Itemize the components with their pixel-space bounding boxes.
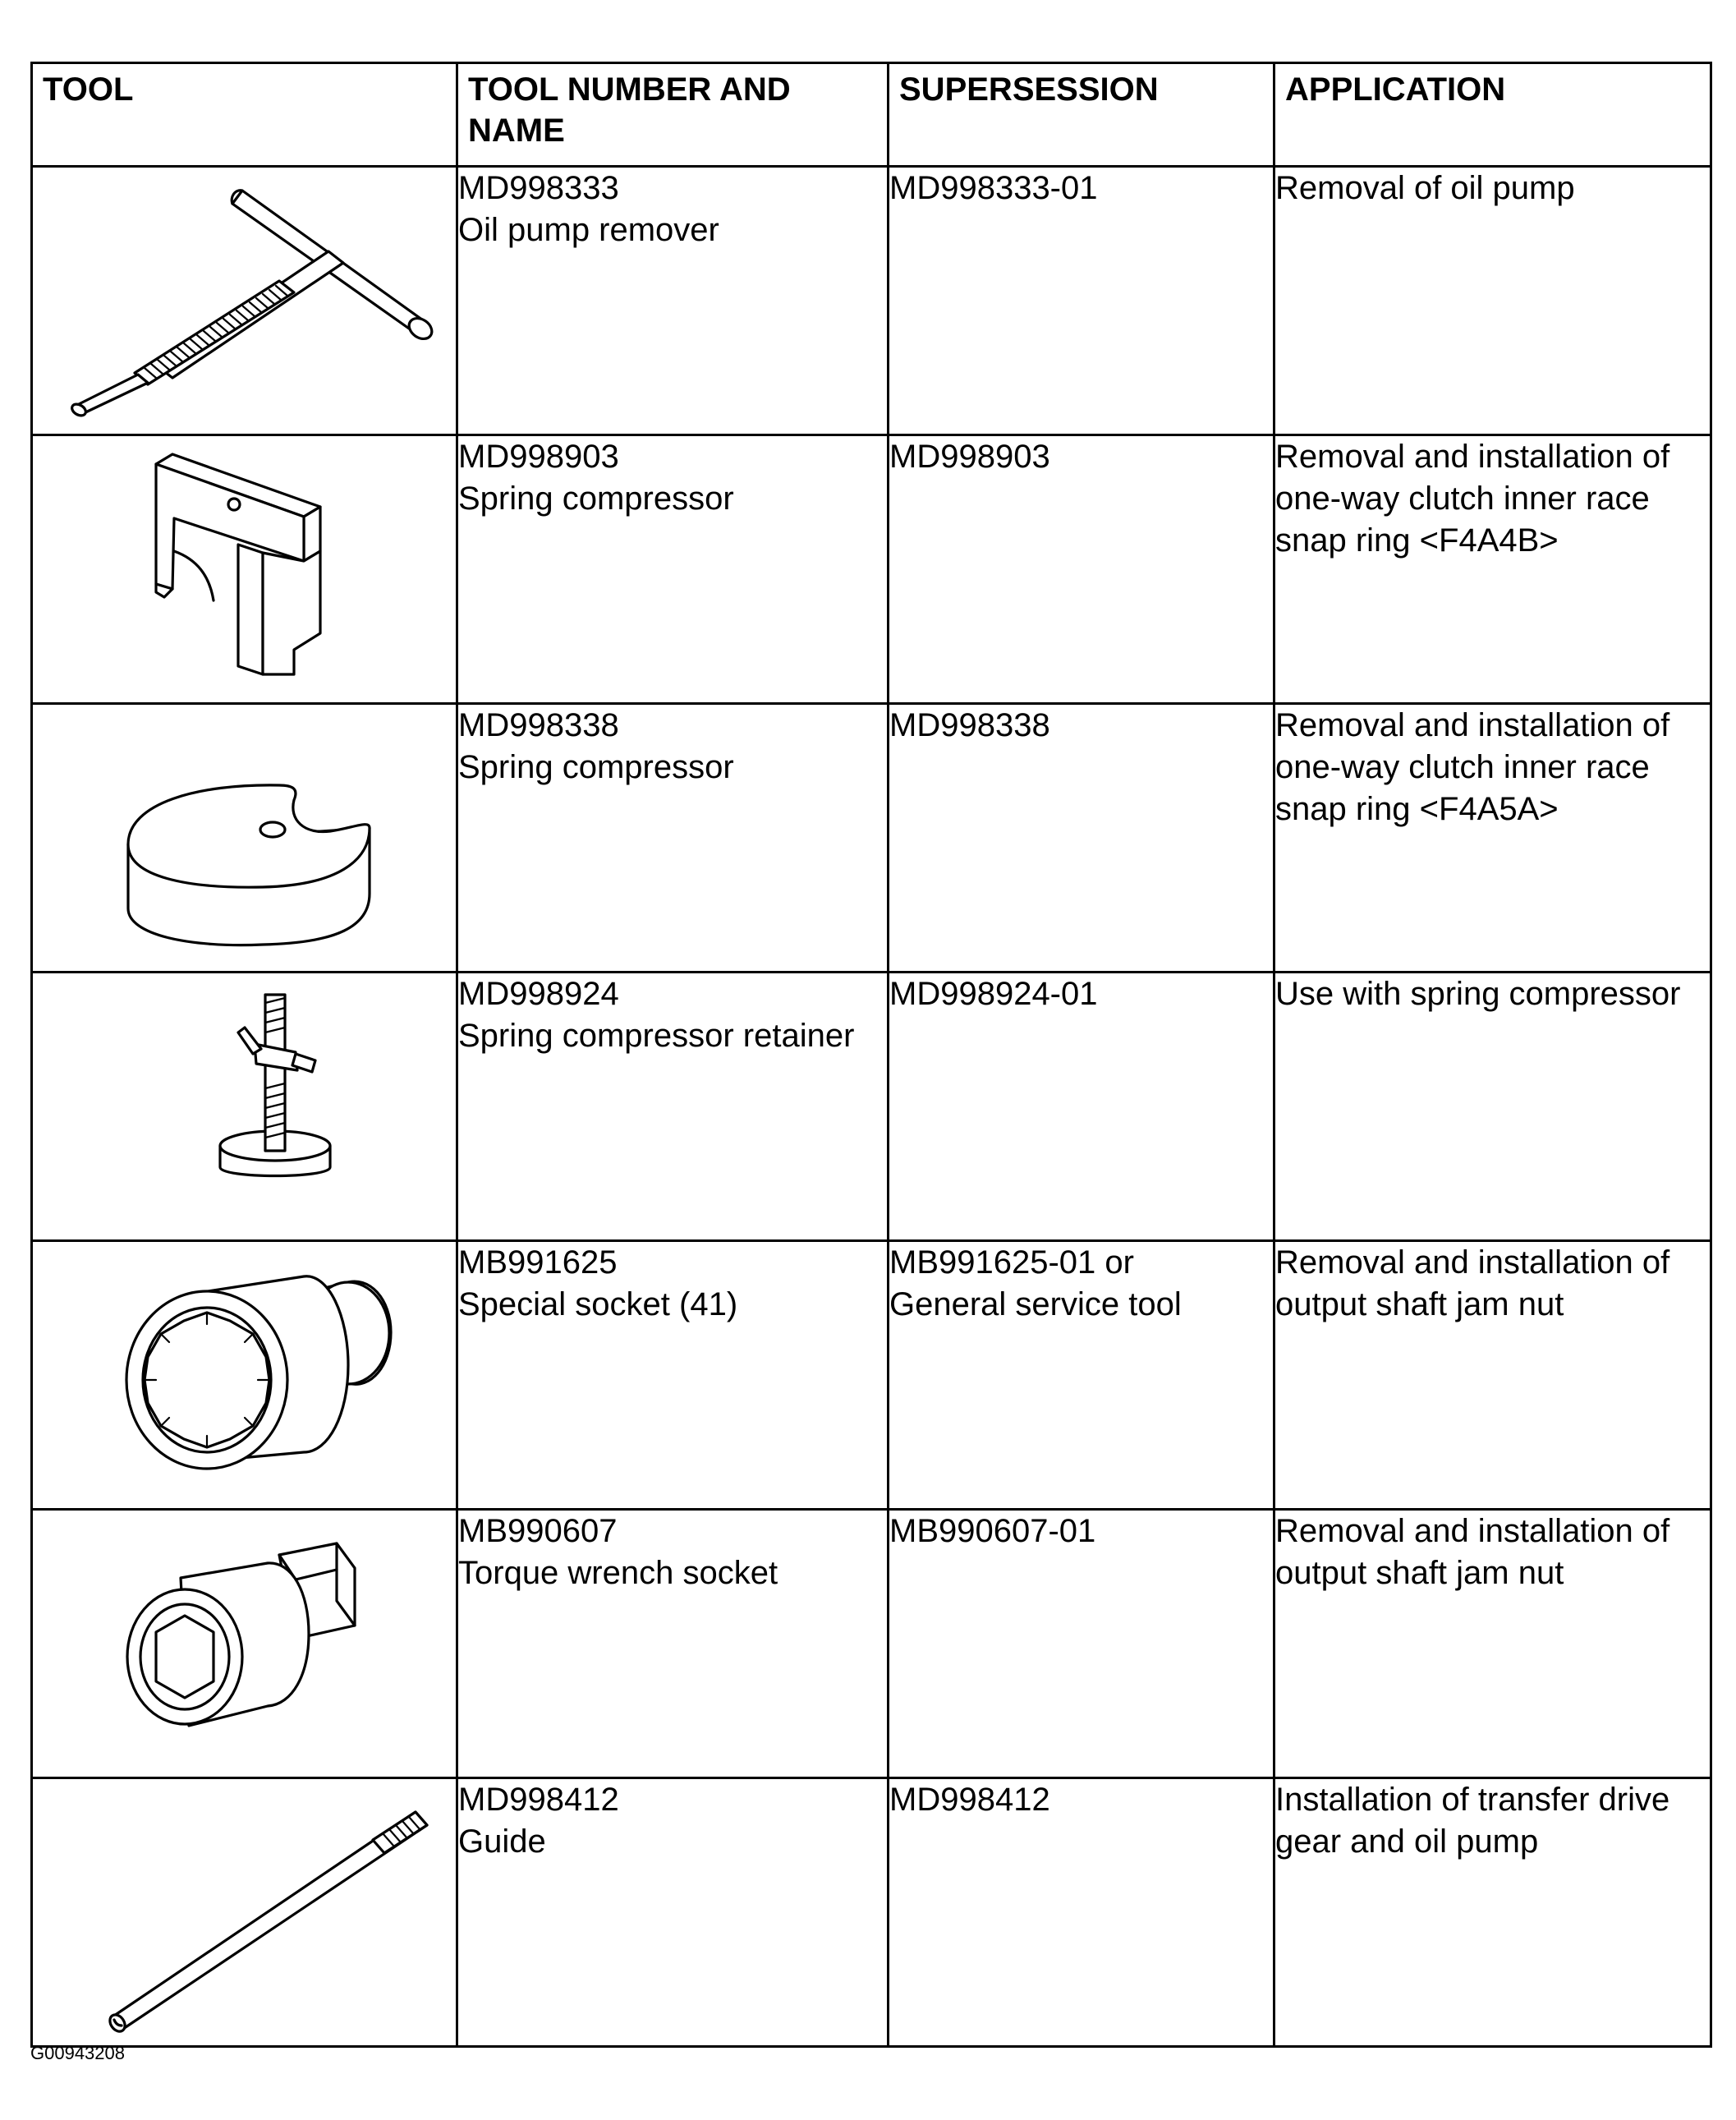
tool-number: MD998333: [458, 170, 619, 206]
header-supersession: SUPERSESSION: [889, 63, 1274, 167]
table-header-row: [32, 63, 1711, 167]
special-socket-icon: [33, 1242, 458, 1508]
tool-number: MB990607: [458, 1513, 618, 1549]
table-row: [32, 704, 1711, 973]
application-value: Removal and installation of output shaft jam nut: [1275, 1513, 1670, 1591]
tool-number: MD998903: [458, 439, 619, 475]
tool-number-name-cell: [457, 1778, 889, 2047]
tool-number-name-cell: [457, 1510, 889, 1778]
tool-illustration-cell: [32, 1510, 457, 1778]
supersession-cell: [889, 167, 1274, 435]
oil-pump-remover-icon: [33, 168, 458, 434]
table-row: [32, 973, 1711, 1241]
tool-name: Torque wrench socket: [458, 1555, 778, 1591]
table-row: [32, 1778, 1711, 2047]
tool-number: MD998412: [458, 1782, 619, 1818]
tool-number: MB991625: [458, 1244, 618, 1281]
table-row: [32, 435, 1711, 704]
application-cell: [1274, 973, 1711, 1241]
tool-number-name-cell: [457, 435, 889, 704]
supersession-cell: [889, 704, 1274, 973]
tool-illustration-cell: [32, 973, 457, 1241]
table-row: [32, 1510, 1711, 1778]
application-cell: [1274, 167, 1711, 435]
tool-name: Guide: [458, 1823, 546, 1860]
supersession-value: MD998333-01: [889, 170, 1098, 206]
application-cell: [1274, 1510, 1711, 1778]
table-row: [32, 1241, 1711, 1510]
tool-number-name-cell: [457, 1241, 889, 1510]
tool-illustration-cell: [32, 435, 457, 704]
tool-illustration-cell: [32, 1778, 457, 2047]
tool-illustration-cell: [32, 1241, 457, 1510]
header-application: APPLICATION: [1274, 63, 1711, 167]
spring-compressor-bracket-icon: [33, 436, 458, 702]
supersession-cell: [889, 435, 1274, 704]
application-value: Installation of transfer drive gear and oil pump: [1275, 1782, 1670, 1860]
spring-compressor-disc-icon: [33, 705, 458, 971]
supersession-cell: [889, 1510, 1274, 1778]
supersession-value: MB991625-01 or General service tool: [889, 1244, 1182, 1322]
tool-number-name-cell: [457, 167, 889, 435]
tool-name: Spring compressor: [458, 749, 734, 785]
application-value: Removal and installation of one-way clutch inner race snap ring <F4A5A>: [1275, 707, 1670, 827]
spring-compressor-retainer-icon: [33, 973, 458, 1239]
supersession-cell: [889, 1241, 1274, 1510]
supersession-cell: [889, 1778, 1274, 2047]
tool-name: Oil pump remover: [458, 212, 719, 248]
application-value: Removal and installation of output shaft jam nut: [1275, 1244, 1670, 1322]
application-value: Use with spring compressor: [1275, 976, 1681, 1012]
application-cell: [1274, 1241, 1711, 1510]
tool-illustration-cell: [32, 704, 457, 973]
header-tool-number-and-name: TOOL NUMBER AND NAME: [457, 63, 889, 167]
special-tools-table: [30, 62, 1712, 2048]
supersession-value: MD998903: [889, 439, 1050, 475]
supersession-cell: [889, 973, 1274, 1241]
tool-number: MD998338: [458, 707, 619, 743]
tool-name: Spring compressor: [458, 481, 734, 517]
application-cell: [1274, 435, 1711, 704]
tool-number-name-cell: [457, 973, 889, 1241]
application-cell: [1274, 1778, 1711, 2047]
application-value: Removal and installation of one-way clutch inner race snap ring <F4A4B>: [1275, 439, 1670, 559]
figure-id: G00943208: [30, 2043, 125, 2063]
supersession-value: MB990607-01: [889, 1513, 1096, 1549]
application-value: Removal of oil pump: [1275, 170, 1575, 206]
supersession-value: MD998924-01: [889, 976, 1098, 1012]
supersession-value: MD998412: [889, 1782, 1050, 1818]
application-cell: [1274, 704, 1711, 973]
tool-name: Special socket (41): [458, 1286, 738, 1322]
guide-rod-icon: [33, 1779, 458, 2045]
tool-illustration-cell: [32, 167, 457, 435]
tool-name: Spring compressor retainer: [458, 1018, 855, 1054]
table-row: [32, 167, 1711, 435]
torque-wrench-socket-icon: [33, 1511, 458, 1777]
supersession-value: MD998338: [889, 707, 1050, 743]
header-tool: TOOL: [32, 63, 457, 167]
tool-number-name-cell: [457, 704, 889, 973]
tool-number: MD998924: [458, 976, 619, 1012]
